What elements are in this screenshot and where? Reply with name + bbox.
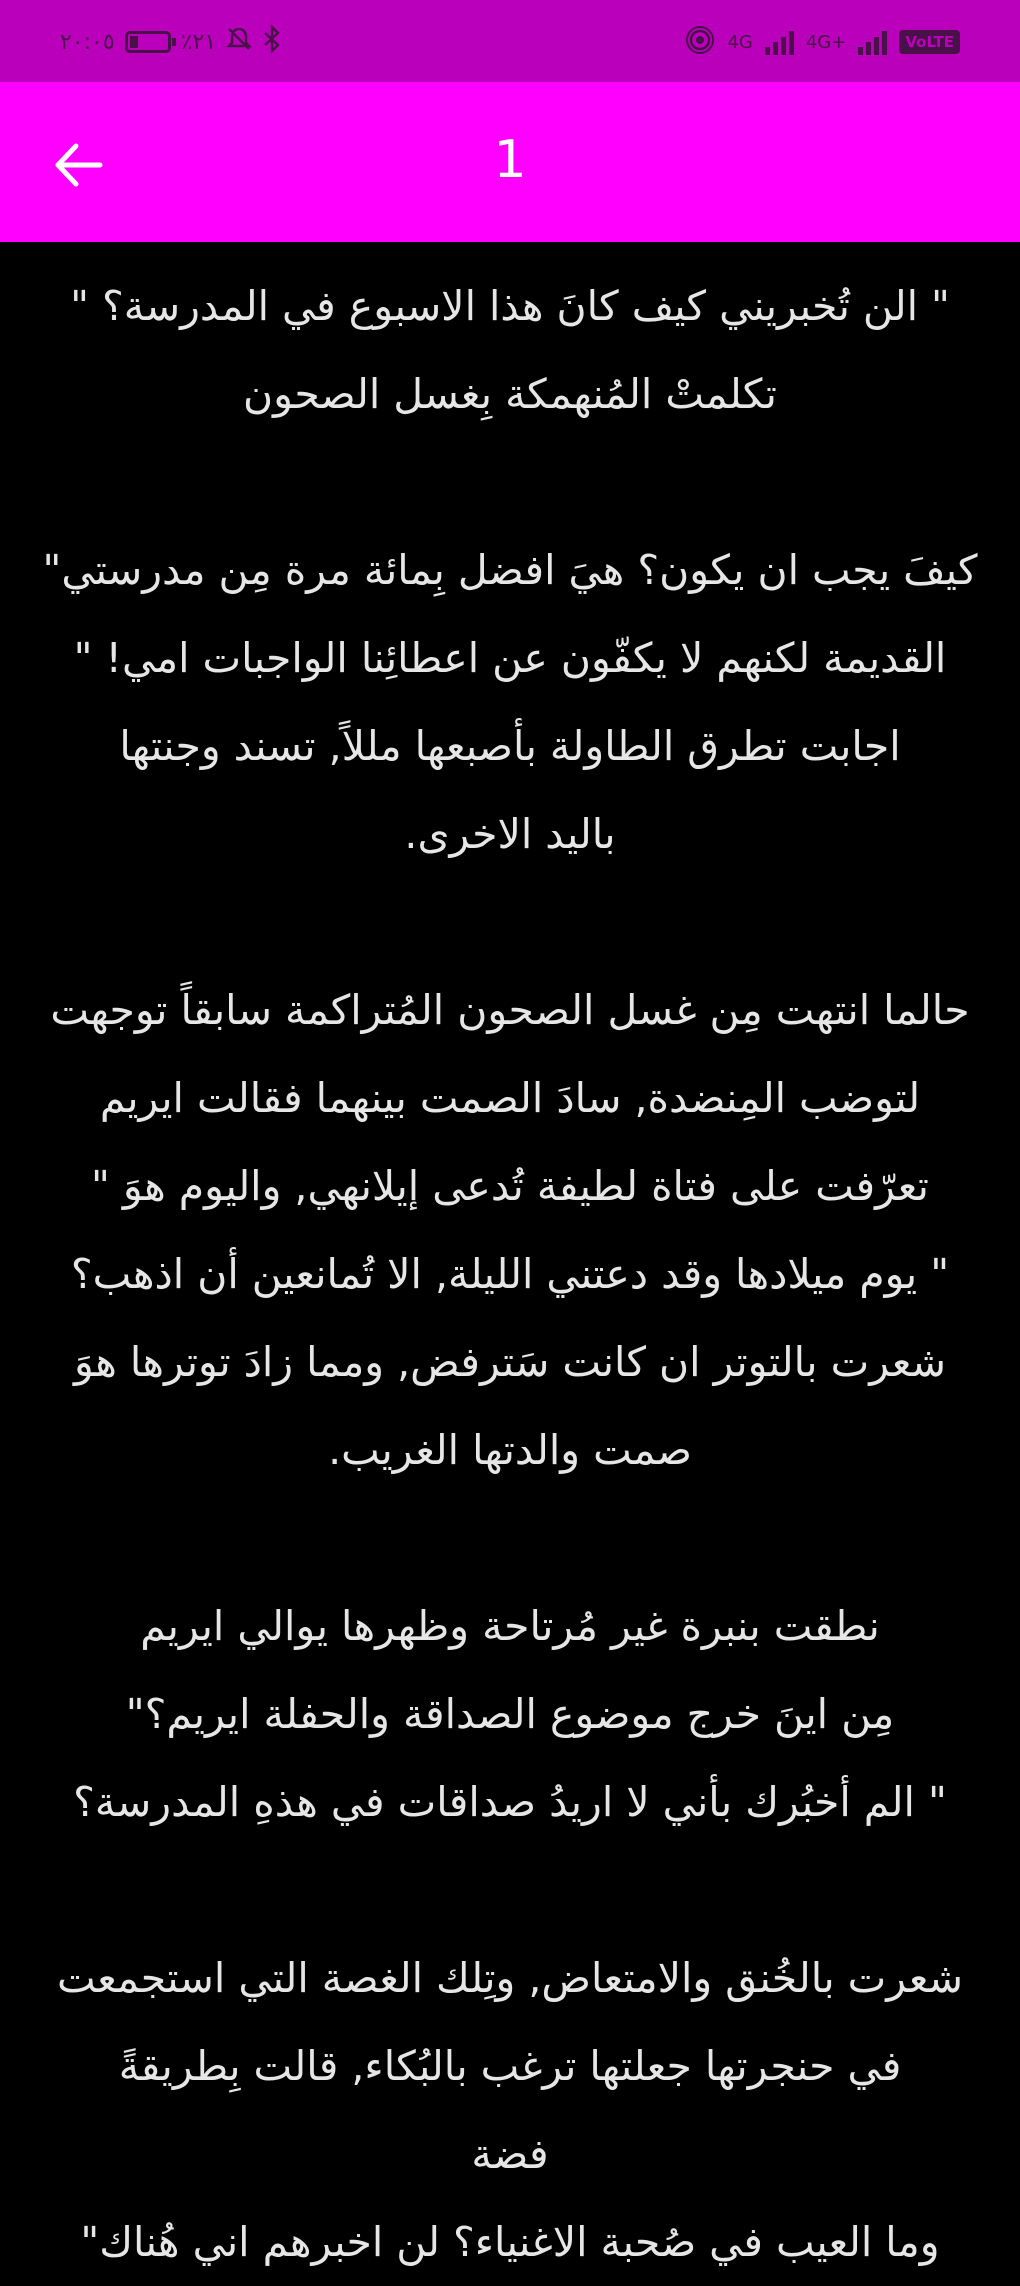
- text-line: حالما انتهت مِن غسل الصحون المُتراكمة سابقاً توجهت: [50, 986, 970, 1034]
- text-line: شعرت بالتوتر ان كانت سَترفض, ومما زادَ توترها هوَ: [74, 1338, 946, 1386]
- text-line: " الم أخبُرك بأني لا اريدُ صداقات في هذهِ المدرسة؟: [73, 1778, 947, 1826]
- paragraph-1: [0, 242, 1020, 438]
- text-line: فضة: [471, 2130, 549, 2178]
- paragraph-2: [0, 526, 1020, 878]
- text-line: القديمة لكنهم لا يكفّون عن اعطائِنا الواجبات امي! ": [73, 634, 947, 682]
- paragraph-3: [0, 966, 1020, 1494]
- text-line: تعرّفت على فتاة لطيفة تُدعى إيلانهي, واليوم هوَ ": [91, 1162, 929, 1210]
- text-line: تكلمتْ المُنهمكة بِغسل الصحون: [243, 370, 777, 418]
- status-right-group: [685, 22, 960, 62]
- text-line: اجابت تطرق الطاولة بأصبعها مللاً, تسند وجنتها: [119, 722, 901, 770]
- chapter-title: 1: [493, 130, 527, 190]
- mute-icon: [226, 26, 252, 58]
- text-line: لتوضب المِنضدة, سادَ الصمت بينهما فقالت ايريم: [99, 1074, 921, 1122]
- text-line: وما العيب في صُحبة الاغنياء؟ لن اخبرهم اني هُناك": [80, 2218, 940, 2266]
- text-line: " يوم ميلادها وقد دعتني الليلة, الا تُمانعين أن اذهب؟: [70, 1250, 950, 1298]
- network-type-label: 4G: [727, 31, 753, 53]
- text-line: " الن تُخبريني كيف كانَ هذا الاسبوع في المدرسة؟ ": [70, 282, 950, 330]
- text-line: شعرت بالخُنق والامتعاض, وتِلك الغصة التي استجمعت: [56, 1954, 964, 2002]
- text-line: في حنجرتها جعلتها ترغب بالبُكاء, قالت بِطريقةً: [118, 2042, 902, 2090]
- battery-icon: [125, 31, 171, 53]
- bluetooth-icon: [262, 25, 282, 59]
- status-bar: [0, 0, 1020, 82]
- app-bar: [0, 82, 1020, 242]
- battery-level: [130, 36, 138, 48]
- network-type-label-2: 4G+: [805, 31, 847, 53]
- signal-icon: [765, 29, 794, 55]
- battery-percentage: ٪٢١: [180, 29, 217, 55]
- hotspot-icon: [685, 25, 715, 60]
- status-left-group: [60, 22, 282, 62]
- clock: ٢٠:٠٥: [60, 29, 115, 55]
- text-line: كيفَ يجب ان يكون؟ هيَ افضل بِمائة مرة مِن مدرستي": [42, 546, 978, 594]
- text-line: نطقت بنبرة غير مُرتاحة وظهرها يوالي ايريم: [140, 1602, 880, 1650]
- text-line: صمت والدتها الغريب.: [328, 1426, 692, 1474]
- signal-icon-2: [858, 29, 887, 55]
- text-line: باليد الاخرى.: [404, 810, 616, 858]
- paragraph-4: [0, 1582, 1020, 1846]
- paragraph-5: [0, 1934, 1020, 2286]
- text-line: مِن اينَ خرج موضوع الصداقة والحفلة ايريم؟": [125, 1690, 895, 1738]
- volte-badge: VoLTE: [899, 30, 960, 54]
- chapter-content[interactable]: [0, 242, 1020, 2266]
